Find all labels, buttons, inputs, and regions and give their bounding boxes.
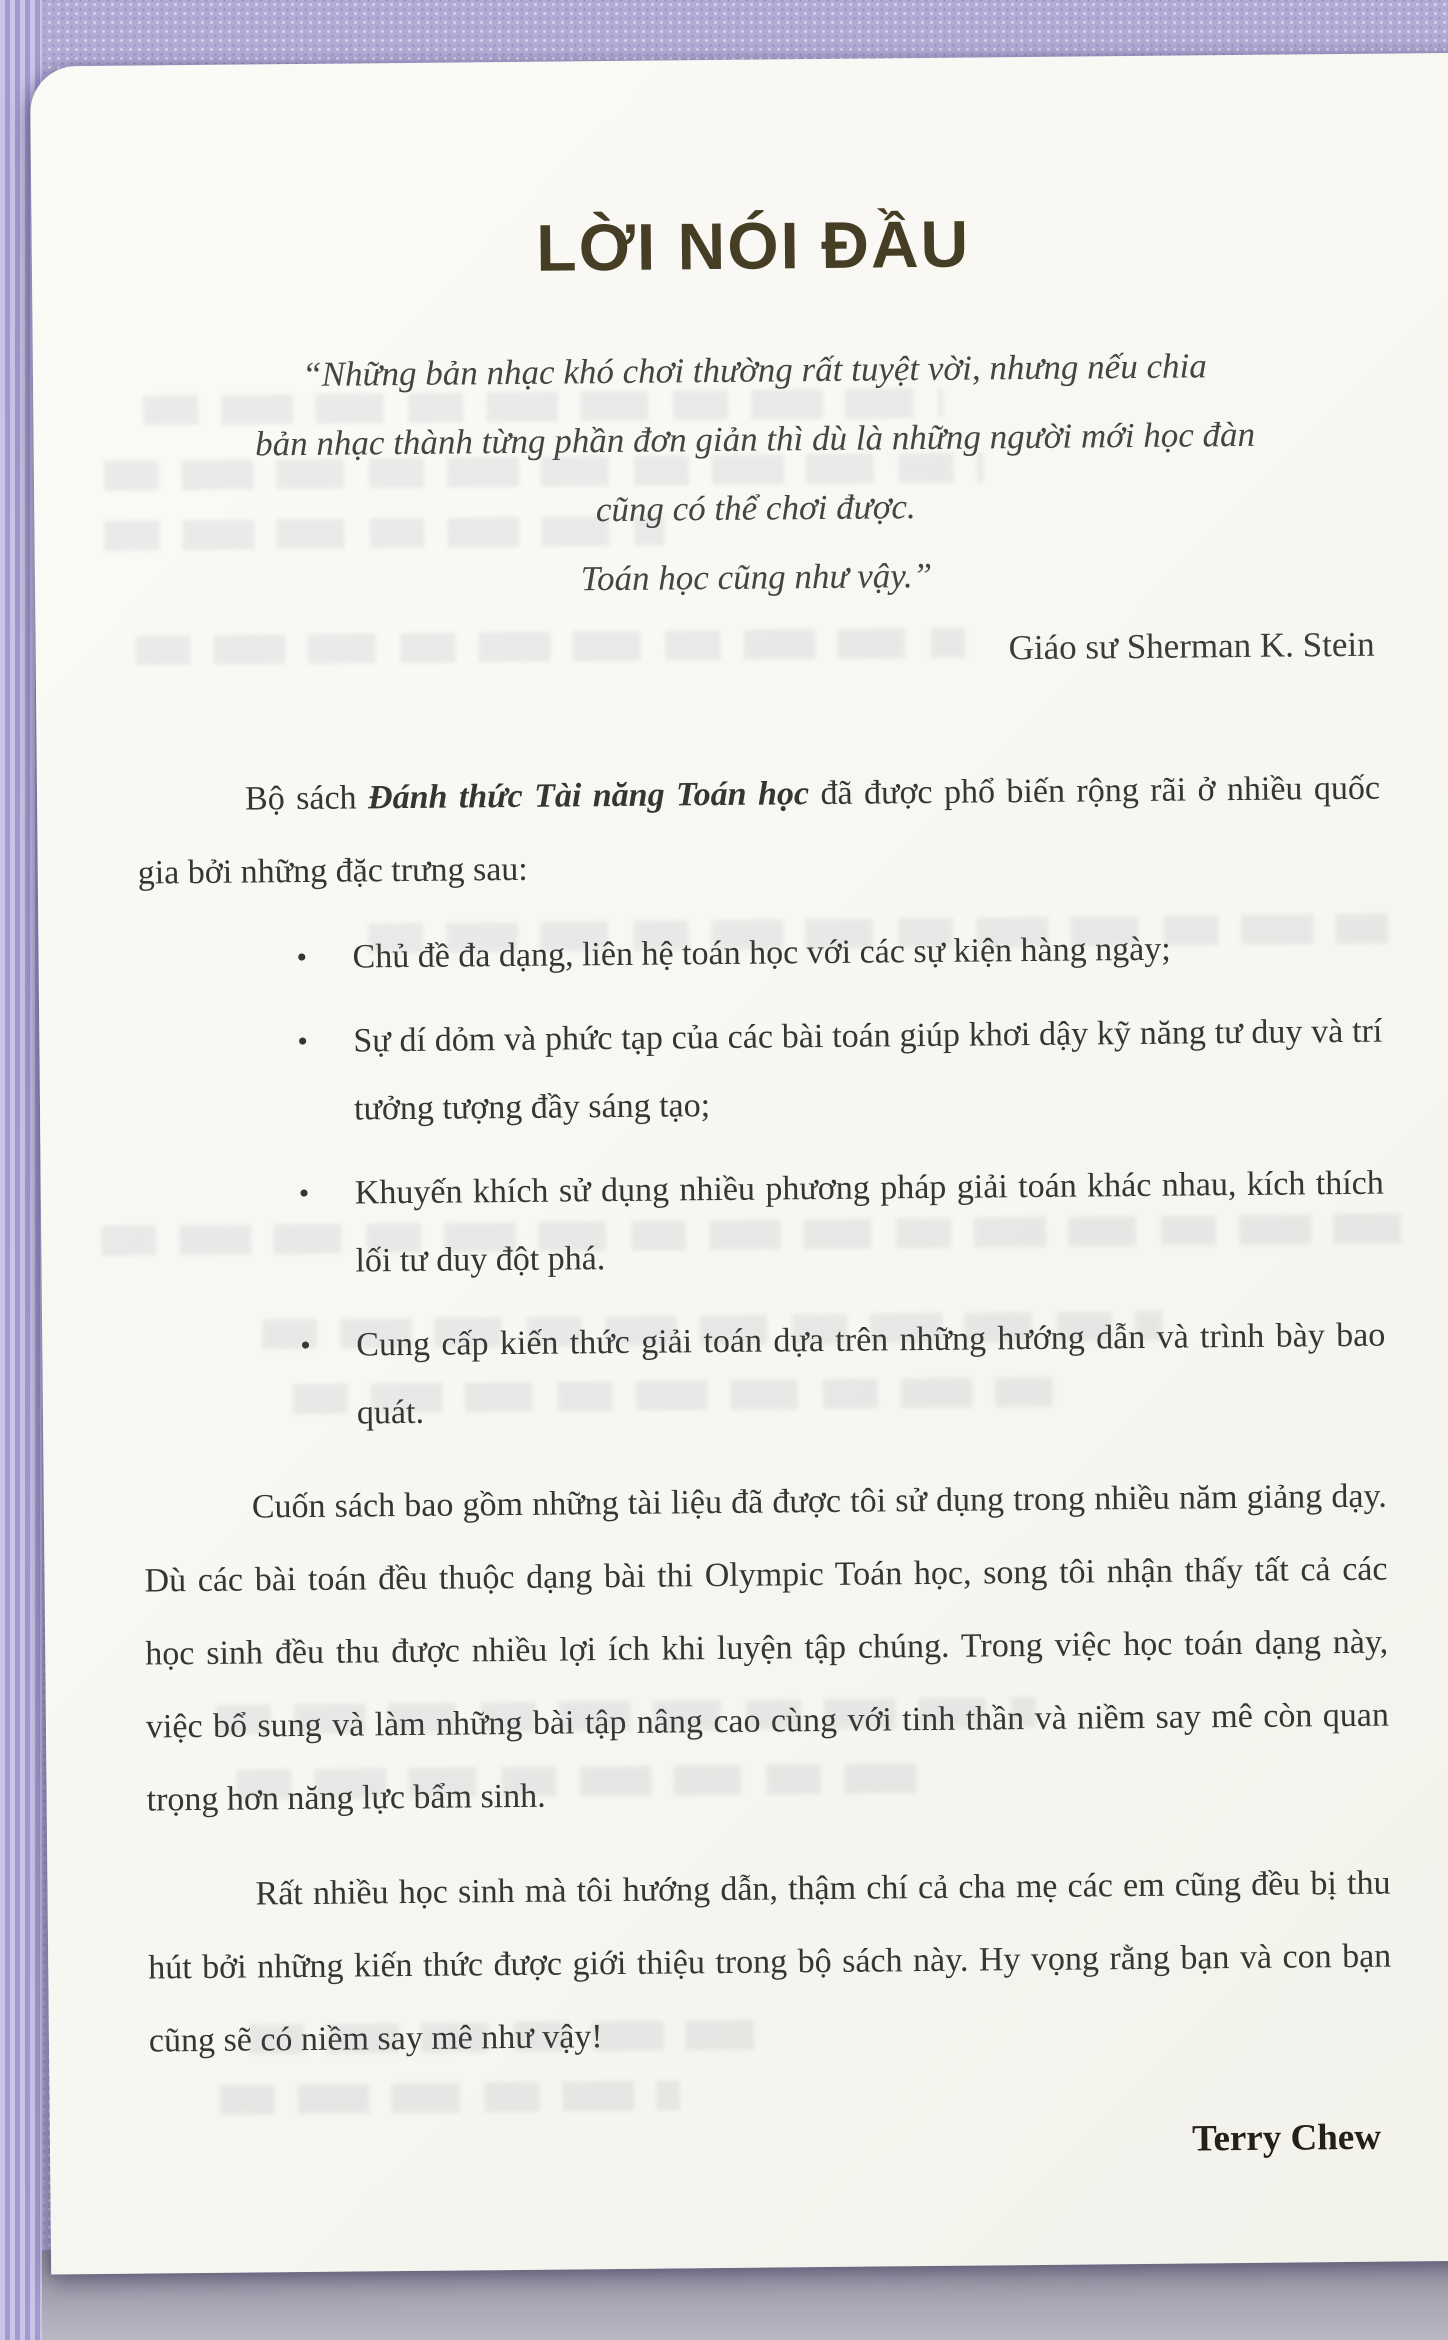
page-title: LỜI NÓI ĐẦU [535,206,971,285]
book-page [30,52,1448,2274]
intro-paragraph [137,752,1381,910]
quote-line: “Những bản nhạc khó chơi thường rất tuyệt vời, nhưng nếu chia [301,346,1207,394]
feature-item: • Khuyến khích sử dụng nhiều phương pháp giải toán khác nhau, kích thích lối tư duy đột phá. [299,1150,1385,1296]
body-paragraph: Cuốn sách bao gồm những tài liệu đã được tôi sử dụng trong nhiều năm giảng dạy. Dù các bài toán đều thuộc dạng bài thi Olympic Toán học, song tôi nhận thấy tất cả các học sinh đều thu được nhiều lợi ích khi luyện tập chúng. Trong việc học toán dạng này, việc bổ sung và làm những bài tập nâng cao cùng với tinh thần và niềm say mê còn quan trọng hơn năng lực bẩm sinh. [144,1477,1390,1819]
quote-attribution: Giáo sư Sherman K. Stein [1008,624,1375,668]
feature-list [138,914,1386,1450]
author-signature: Terry Chew [1192,2116,1382,2160]
book-series-title: Đánh thức Tài năng Toán học [367,775,810,817]
quote-line: bản nhạc thành từng phần đơn giản thì dù là những người mới học đàn [254,414,1256,464]
page-content [30,53,1448,2175]
feature-item: • Chủ đề đa dạng, liên hệ toán học với các sự kiện hàng ngày; [296,914,1382,992]
epigraph-quote [133,330,1379,618]
quote-line: Toán học cũng như vậy.” [580,555,933,599]
quote-line: cũng có thể chơi được. [595,487,916,530]
intro-lead: Bộ sách [244,779,369,818]
body-paragraph: Rất nhiều học sinh mà tôi hướng dẫn, thậm chí cả cha mẹ các em cũng đều bị thu hút bởi những kiến thức được giới thiệu trong bộ sách này. Hy vọng rằng bạn và con bạn cũng sẽ có niềm say mê như vậy! [148,1864,1392,2060]
feature-item: • Cung cấp kiến thức giải toán dựa trên những hướng dẫn và trình bày bao quát. [300,1302,1386,1448]
intro-rest: đã được phổ biến rộng rãi ở nhiều quốc gia bởi những đặc trưng sau: [137,769,1381,892]
feature-item: • Sự dí dỏm và phức tạp của các bài toán giúp khơi dậy kỹ năng tư duy và trí tưởng tượng đầy sáng tạo; [297,998,1383,1144]
